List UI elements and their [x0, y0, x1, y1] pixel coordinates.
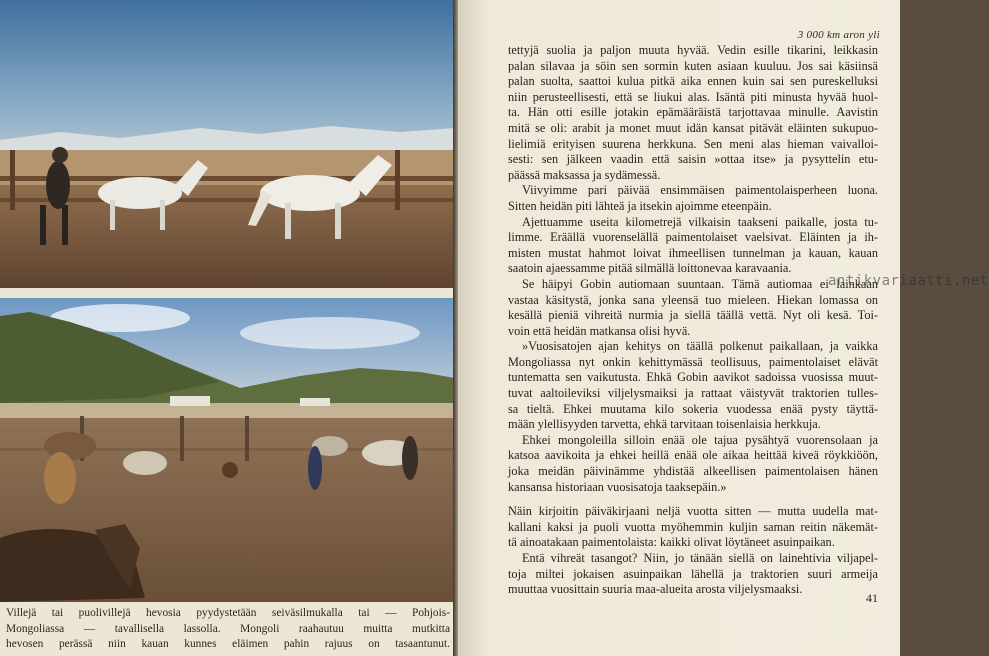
text-line: vastaa käsitystä, jonka sana yleensä tuo mieleen. Hiekan lomassa on	[508, 292, 878, 307]
text-line: tuntematta sen vaikutusta. Ehkä Gobin aavikot sadoissa vuosissa muut-	[508, 370, 878, 385]
corral-photo	[0, 298, 455, 602]
paragraph	[508, 551, 878, 598]
text-line: toja miltei jokaisen asuinpaikan lähellä ja traktorien suuri armeija	[508, 566, 878, 581]
page-number: 41	[866, 591, 878, 605]
text-line: lielimiä erityisen suurena herkkuna. Sen meni alas hieman vaivalloi-	[508, 136, 878, 151]
caption-line: Mongoliassa — tavallisella lassolla. Mongoli raahautuu muitta mutkitta	[6, 622, 450, 635]
photo-caption	[6, 606, 450, 653]
text-line: tuvat aaltoileviksi viljelysmaiksi ja rattaat väistyvät traktorien tulles-	[508, 386, 878, 401]
paragraph	[508, 183, 878, 214]
text-line: Entä vihreät tasangot? Niin, jo tänään siellä on lainehtivia viljapel-	[522, 551, 878, 565]
text-line: päässä maksassa ja sydämessä.	[508, 167, 661, 182]
watermark: antikvariaatti.net	[828, 273, 989, 289]
text-line: Viivyimme pari päivää ensimmäisen paimentolaisperheen luona.	[522, 183, 878, 198]
text-line: Ajettuamme useita kilometrejä vilkaisin taakseni paikalle, josta tu-	[522, 214, 878, 229]
paragraph	[508, 277, 878, 339]
paragraph	[508, 215, 878, 277]
text-line: kesällä pieniä vihreitä nurmia ja siellä täällä vettä. Nyt oli kesä. Toi-	[508, 308, 878, 323]
body-text	[508, 43, 878, 598]
paragraph	[508, 43, 878, 183]
text-line: sa tieltä. Ehkei muutama kilo sokeria vuodessa enää pysty täyttä-	[508, 401, 878, 416]
text-line: palan suolta, saattoi kulua pitkä aika ennen kuin sai sen pureskelluksi	[508, 74, 878, 89]
text-line: kallani kaksi ja puoli vuotta myöhemmin kuljin saman reitin näkemät-	[508, 519, 878, 534]
text-line: limme. Eräällä vuorenselällä paimentolaiset vaelsivat. Eläinten ja ih-	[508, 230, 878, 245]
text-line: palan silavaa ja söin sen sormin kuten asiaan kuuluu. Jos sai käsiinsä	[508, 58, 878, 73]
text-line: joka meidän päivinämme yhdistää alkeellisen paimentolaisen hänen	[508, 464, 878, 479]
text-line: muuttaa vuosittain suuria maa-alueita arosta viljelysmaaksi.	[508, 582, 803, 597]
text-line: niin perusteellisesti, että se liukui alas. Isäntä piti minusta hyvää huol-	[508, 89, 878, 104]
text-line: tä ainoatakaan paimentolaista: kaikki olivat löytäneet asuinpaikan.	[508, 535, 835, 550]
text-line: Se häipyi Gobin autiomaan suuntaan. Tämä autiomaa ei lainkaan	[522, 276, 878, 291]
text-line: Sitten heidän piti lähteä ja itsekin ajoimme eteenpäin.	[508, 198, 772, 213]
text-line: »Vuosisatojen ajan kehitys on täällä polkenut paikallaan, ja vaikka	[522, 339, 878, 354]
text-line: ta. Hän otti esille jotakin epämääräistä tarjottavaa minulle. Aavistin	[508, 105, 878, 120]
caption-line: hevosen perässä niin kauan kunnes eläimen pahin rajuus on tasaantunut.	[6, 638, 450, 650]
paragraph	[508, 504, 878, 551]
text-line: saatoin ajaessamme pitää silmällä loittonevaa karavaania.	[508, 261, 792, 276]
text-line: Näin kirjoitin päiväkirjaani neljä vuotta sitten — mutta uudella mat-	[508, 504, 878, 519]
running-head: 3 000 km aron yli	[797, 29, 880, 41]
text-line: kansansa historiaan vuosisatoja taaksepäin.»	[508, 479, 727, 494]
caption-line: Villejä tai puolivillejä hevosia pyydystetään seiväsilmukalla tai — Pohjois-	[6, 607, 450, 619]
left-page	[0, 0, 455, 656]
right-page	[458, 0, 989, 656]
text-line: mitä se oli: arabit ja monet muut idän kansat pitävät eläinten sukupuo-	[508, 120, 878, 135]
text-line: Ehkei mongoleilla silloin enää ole tajua pysähtyä vuorensolaan ja	[522, 432, 878, 447]
text-line: voin että heidän matkansa olisi hyvä.	[508, 323, 691, 338]
text-line: misten mustat hahmot loivat ihmeellisen tunnelman ja kauan, kauan	[508, 245, 878, 260]
text-line: mään ylellisyyden tarvetta, ehkä tarvitaan toisenlaisia herkkuja.	[508, 417, 821, 432]
text-line: katsoa aavikoita ja ehkei heillä enää ole aikaa heittää kiveä röykkiöön,	[508, 448, 878, 463]
text-line: tettyjä suolia ja paljon muuta hyvää. Vedin esille tikarini, leikkasin	[508, 43, 878, 57]
paragraph-gap	[508, 495, 878, 504]
horses-running-photo	[0, 0, 455, 288]
paragraph	[508, 433, 878, 495]
paragraph	[508, 339, 878, 433]
text-line: Mongoliassa nyt onkin kehittymässä teollisuus, paimentolaiset elävät	[508, 354, 878, 369]
text-line: sesti: sen jälkeen vaadin että saisin »ottaa itse» ja pysyttelin etu-	[508, 152, 878, 167]
